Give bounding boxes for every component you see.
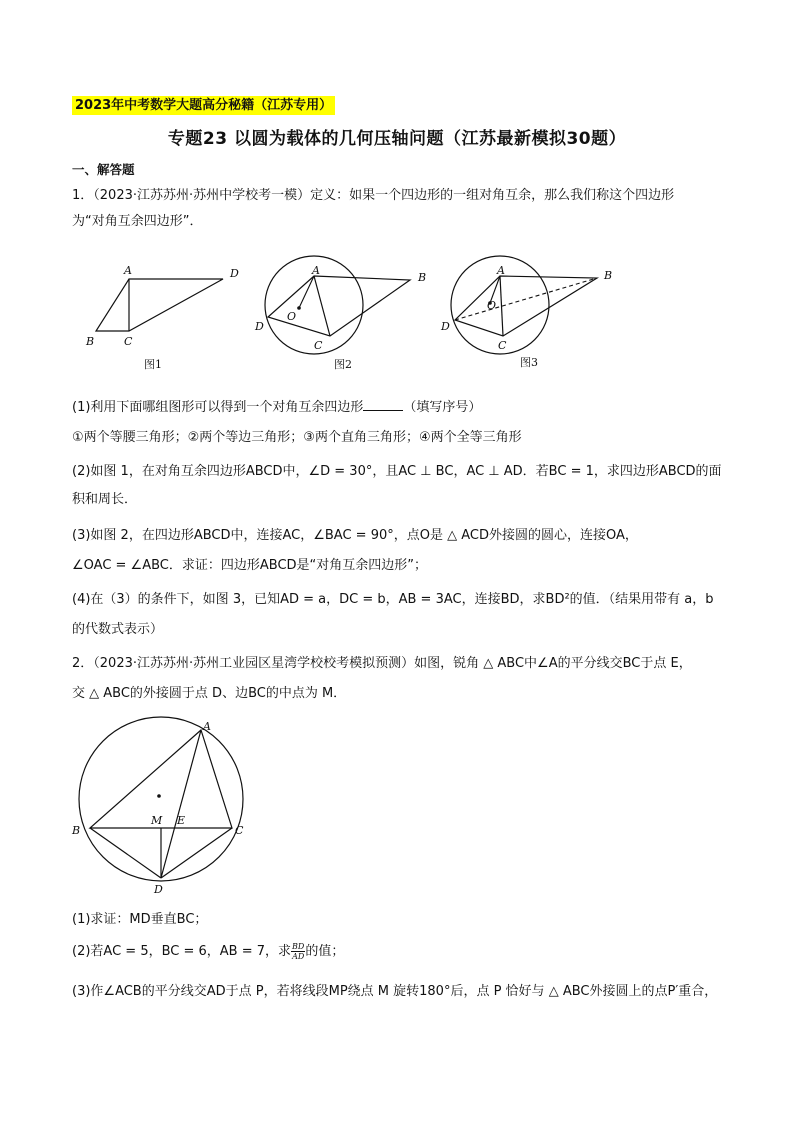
q1-part1: [72, 398, 481, 418]
figure-1: [85, 264, 239, 371]
q2-part2-text: (2)若AC = 5，BC = 6，AB = 7，求: [72, 944, 292, 959]
fig2-label-d: D: [255, 320, 264, 333]
fig3-label-c: C: [498, 339, 507, 352]
q1-part1-text: (1)利用下面哪组图形可以得到一个对角互余四边形: [72, 400, 364, 415]
fig2-label-c: C: [314, 339, 323, 352]
figure-3: [440, 256, 612, 369]
q1-options: ①两个等腰三角形；②两个等边三角形；③两个直角三角形；④两个全等三角形: [72, 430, 522, 445]
q2-label-e: E: [177, 814, 186, 827]
fig1-label-d: D: [230, 267, 239, 280]
q2-label-b: B: [72, 824, 81, 837]
page-title: 专题23 以圆为载体的几何压轴问题（江苏最新模拟30题）: [167, 129, 627, 149]
fig2-label-a: A: [312, 264, 320, 277]
fig2-caption: 图2: [334, 358, 352, 371]
q2-part2-tail: 的值；: [305, 944, 345, 959]
q2-label-m: M: [151, 814, 163, 827]
fig1-label-b: B: [86, 335, 95, 348]
q1-intro-line2: 为“对角互余四边形”．: [72, 214, 203, 229]
q2-label-c: C: [235, 824, 244, 837]
fig1-caption: 图1: [144, 358, 162, 371]
q2-part1: (1)求证：MD垂直BC；: [72, 912, 208, 927]
q2-intro-line1: 2．（2023·江苏苏州·苏州工业园区星湾学校校考模拟预测）如图，锐角 △ ABC中∠A的平分线交BC于点 E，: [72, 656, 692, 671]
q2-intro-line2: 交 △ ABC的外接圆于点 D、边BC的中点为 M．: [72, 686, 347, 701]
answer-blank[interactable]: [363, 398, 403, 411]
q1-part4-line1: (4)在（3）的条件下，如图 3，已知AD = a，DC = b，AB = 3AC，连接BD，求BD²的值．（结果用带有 a，b: [72, 592, 714, 607]
q2-label-d: D: [154, 883, 163, 896]
fig3-label-a: A: [497, 264, 505, 277]
q1-part2-line2: 积和周长．: [72, 492, 138, 507]
series-tag: 2023年中考数学大题高分秘籍（江苏专用）: [72, 96, 335, 115]
q2-part3: (3)作∠ACB的平分线交AD于点 P，若将线段MP绕点 M 旋转180°后，点 P 恰好与 △ ABC外接圆上的点P′重合，: [72, 984, 718, 999]
section-heading: 一、解答题: [72, 162, 135, 177]
fig1-label-a: A: [124, 264, 132, 277]
q1-figures: [0, 250, 794, 400]
fraction-denominator: AD: [292, 952, 305, 961]
q2-label-a: A: [203, 720, 211, 733]
q1-intro-line1: 1．（2023·江苏苏州·苏州中学校考一模）定义：如果一个四边形的一组对角互余，那么我们称这个四边形: [72, 188, 675, 203]
q1-part3-line1: (3)如图 2，在四边形ABCD中，连接AC，∠BAC = 90°，点O是 △ ACD外接圆的圆心，连接OA，: [72, 528, 638, 543]
fig3-label-d: D: [441, 320, 450, 333]
q1-part4-line2: 的代数式表示）: [72, 622, 164, 637]
fig3-caption: 图3: [520, 356, 538, 369]
q2-part2: [72, 942, 344, 962]
fig1-label-c: C: [124, 335, 133, 348]
fig3-label-b: B: [604, 269, 613, 282]
q1-part2-line1: (2)如图 1，在对角互余四边形ABCD中，∠D = 30°，且AC ⊥ BC，AC ⊥ AD．若BC = 1，求四边形ABCD的面: [72, 464, 722, 479]
fig3-label-o: O: [487, 299, 497, 312]
figure-2: [254, 256, 426, 371]
fig2-label-b: B: [418, 271, 427, 284]
fraction-bd-over-ad: [291, 942, 305, 961]
q2-figure: [60, 712, 320, 902]
q1-part3-line2: ∠OAC = ∠ABC．求证：四边形ABCD是“对角互余四边形”；: [72, 558, 428, 573]
fig2-label-o: O: [287, 310, 297, 323]
fraction-numerator: BD: [292, 942, 305, 951]
q1-part1-hint: （填写序号）: [403, 400, 482, 415]
